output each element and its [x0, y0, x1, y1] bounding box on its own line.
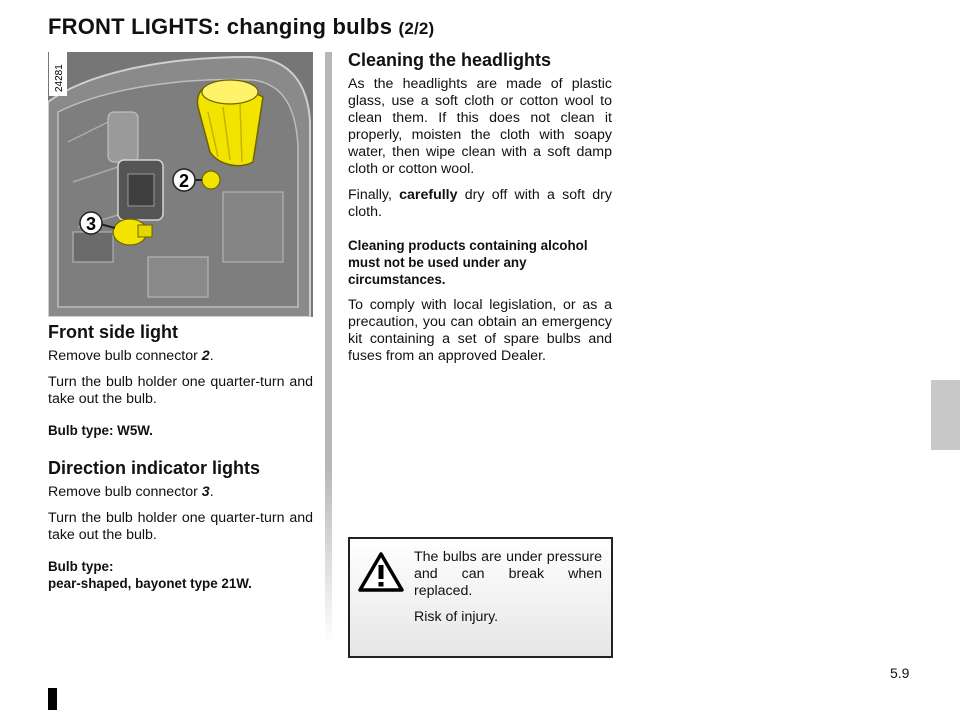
headlight-illustration	[48, 52, 313, 317]
chapter-tab	[931, 380, 960, 450]
step-punct: .	[209, 484, 214, 500]
cleaning-para2	[348, 187, 612, 221]
right-column	[348, 50, 612, 374]
para2-prefix: Finally,	[348, 187, 400, 203]
page-title	[48, 14, 434, 40]
corner-mark	[48, 688, 57, 710]
figure-ref-code: 24281	[54, 64, 65, 92]
column-divider	[325, 52, 332, 644]
warning-box	[348, 537, 613, 658]
direction-indicator-bulb-type-value: pear-shaped, bayonet type 21W.	[48, 576, 252, 591]
warning-line2: Risk of injury.	[414, 609, 499, 625]
front-side-light-heading: Front side light	[48, 322, 178, 342]
direction-indicator-step2: Turn the bulb holder one quarter-turn and take out the bulb.	[48, 510, 313, 543]
para2-emphasis: carefully	[399, 187, 458, 203]
connector-ref: 3	[201, 484, 210, 500]
connector-ref: 2	[201, 348, 210, 364]
front-side-light-step1	[48, 348, 313, 365]
direction-indicator-step1	[48, 484, 313, 501]
warning-text	[414, 549, 602, 635]
headlight-drawing	[48, 52, 313, 317]
page-part-indicator: (2/2)	[398, 19, 435, 38]
step-text: Remove bulb connector	[48, 348, 202, 364]
alcohol-warning: Cleaning products containing alcohol must not be used under any circumstances.	[348, 238, 588, 287]
callout-2: 2	[178, 171, 190, 191]
warning-triangle-icon	[358, 551, 404, 598]
cleaning-heading: Cleaning the headlights	[348, 50, 552, 70]
page-title-text: FRONT LIGHTS: changing bulbs	[48, 14, 393, 39]
left-column	[48, 322, 313, 601]
cleaning-para3: To comply with local legislation, or as a precaution, you can obtain an emergency kit containing a set of spare bulbs and fuses from an approved Dealer.	[348, 297, 612, 364]
step-text: Remove bulb connector	[48, 484, 202, 500]
direction-indicator-bulb-type-label: Bulb type:	[48, 559, 114, 574]
front-side-light-bulb-type: Bulb type: W5W.	[48, 423, 153, 438]
cleaning-para1: As the headlights are made of plastic glass, use a soft cloth or cotton wool to clean them. If this does not clean it properly, moisten the cloth with soapy water, then wipe clean with a soft damp cloth or cotton wool.	[348, 76, 612, 177]
step-punct: .	[209, 348, 214, 364]
front-side-light-step2: Turn the bulb holder one quarter-turn and take out the bulb.	[48, 374, 313, 407]
warning-line1: The bulbs are under pressure and can break when replaced.	[414, 549, 602, 599]
callout-3: 3	[85, 214, 97, 234]
direction-indicator-heading: Direction indicator lights	[48, 458, 261, 478]
page-number: 5.9	[890, 665, 910, 681]
para2-suffix: dry off with a soft dry cloth.	[348, 187, 613, 220]
